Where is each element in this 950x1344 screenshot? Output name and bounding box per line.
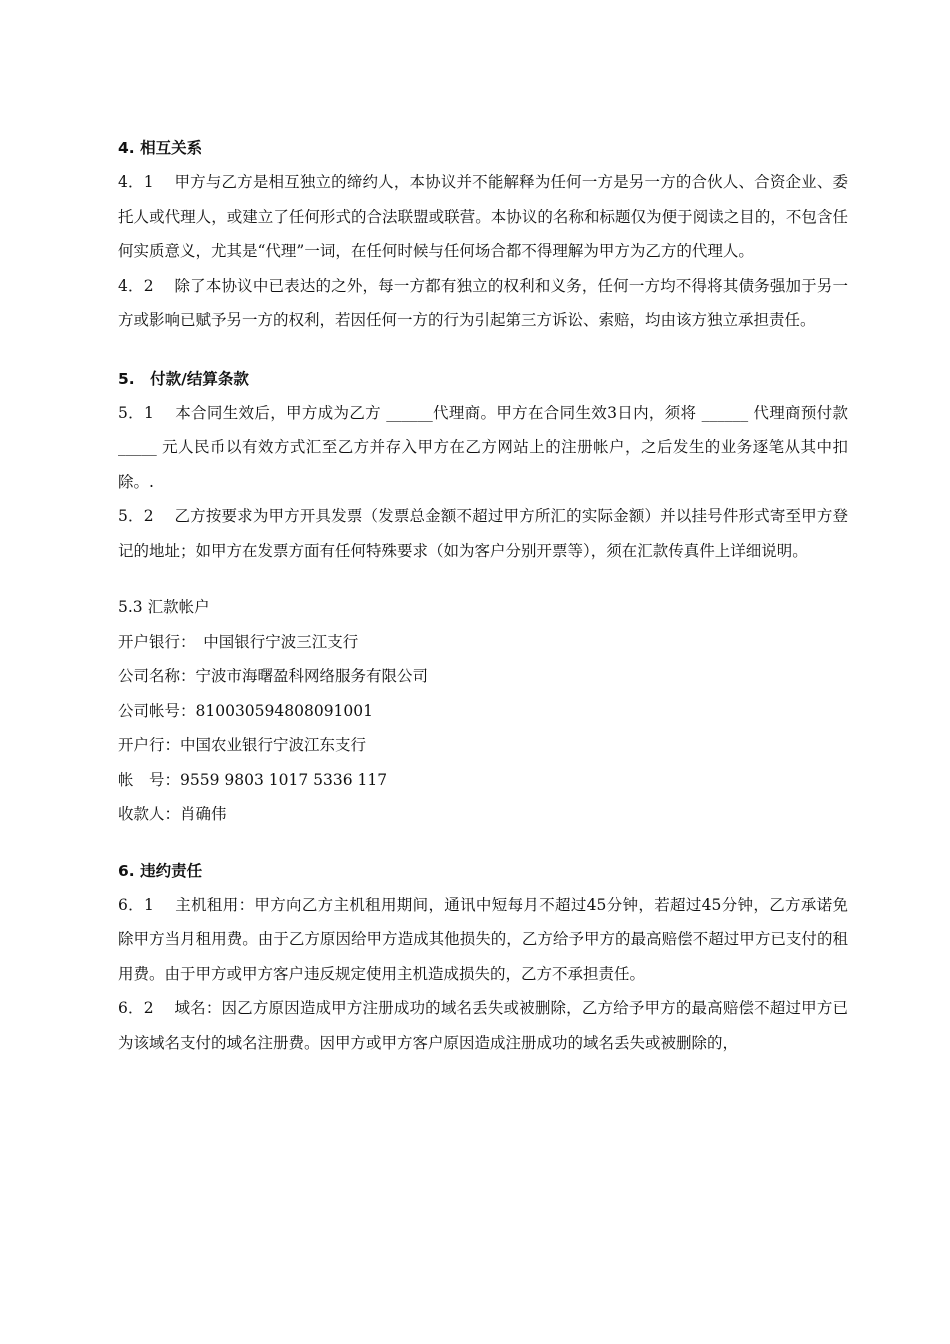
company-name-line: 公司名称：宁波市海曙盈科网络服务有限公司 [118,667,429,685]
account-number-line: 帐 号：9559 9803 1017 5336 117 [118,770,388,789]
clause-6-1: 6．1 主机租用：甲方向乙方主机租用期间，通讯中短每月不超过45分钟，若超过45分钟，乙方承诺免除甲方当月租用费。由于乙方原因给甲方造成其他损失的，乙方给予甲方的最高赔偿不超过甲方已支付的租用费。由于甲方或甲方客户违反规定使用主机造成损失的，乙方不承担责任。 [118,895,848,983]
document-page [118,131,848,1060]
clause-6-2: 6．2 域名：因乙方原因造成甲方注册成功的域名丢失或被删除，乙方给予甲方的最高赔偿不超过甲方已为该域名支付的域名注册费。因甲方或甲方客户原因造成注册成功的域名丢失或被删除的， [118,999,848,1052]
clause-4-2: 4．2 除了本协议中已表达的之外，每一方都有独立的权利和义务，任何一方均不得将其债务强加于另一方或影响已赋予另一方的权利，若因任何一方的行为引起第三方诉讼、索赔，均由该方独立承担责任。 [118,276,848,329]
payee-line: 收款人：肖确伟 [118,805,227,823]
company-account-line: 公司帐号：810030594808091001 [118,701,374,720]
section-4-heading: 4. 相互关系 [118,139,203,157]
clause-5-1: 5．1 本合同生效后，甲方成为乙方 ______代理商。甲方在合同生效3日内，须将 ______ 代理商预付款_____ 元人民币以有效方式汇至乙方并存入甲方在乙方网站上的注册帐户，之后发生的业务逐笔从其中扣除。. [118,403,848,491]
account-bank-line: 开户行：中国农业银行宁波江东支行 [118,736,367,754]
clause-4-1: 4．1 甲方与乙方是相互独立的缔约人，本协议并不能解释为任何一方是另一方的合伙人、合资企业、委托人或代理人，或建立了任何形式的合法联盟或联营。本协议的名称和标题仅为便于阅读之目的，不包含任何实质意义，尤其是“代理”一词，在任何时候与任何场合都不得理解为甲方为乙方的代理人。 [118,173,848,260]
bank-name-line: 开户银行： 中国银行宁波三江支行 [118,632,359,651]
remittance-account-block [118,590,848,832]
section-5-heading: 5. 付款/结算条款 [118,369,249,388]
section-6-heading: 6. 违约责任 [118,861,203,880]
remittance-title: 5.3 汇款帐户 [118,598,210,616]
clause-5-2: 5．2 乙方按要求为甲方开具发票（发票总金额不超过甲方所汇的实际金额）并以挂号件形式寄至甲方登记的地址；如甲方在发票方面有任何特殊要求（如为客户分别开票等），须在汇款传真件上详细说明。 [118,507,848,560]
